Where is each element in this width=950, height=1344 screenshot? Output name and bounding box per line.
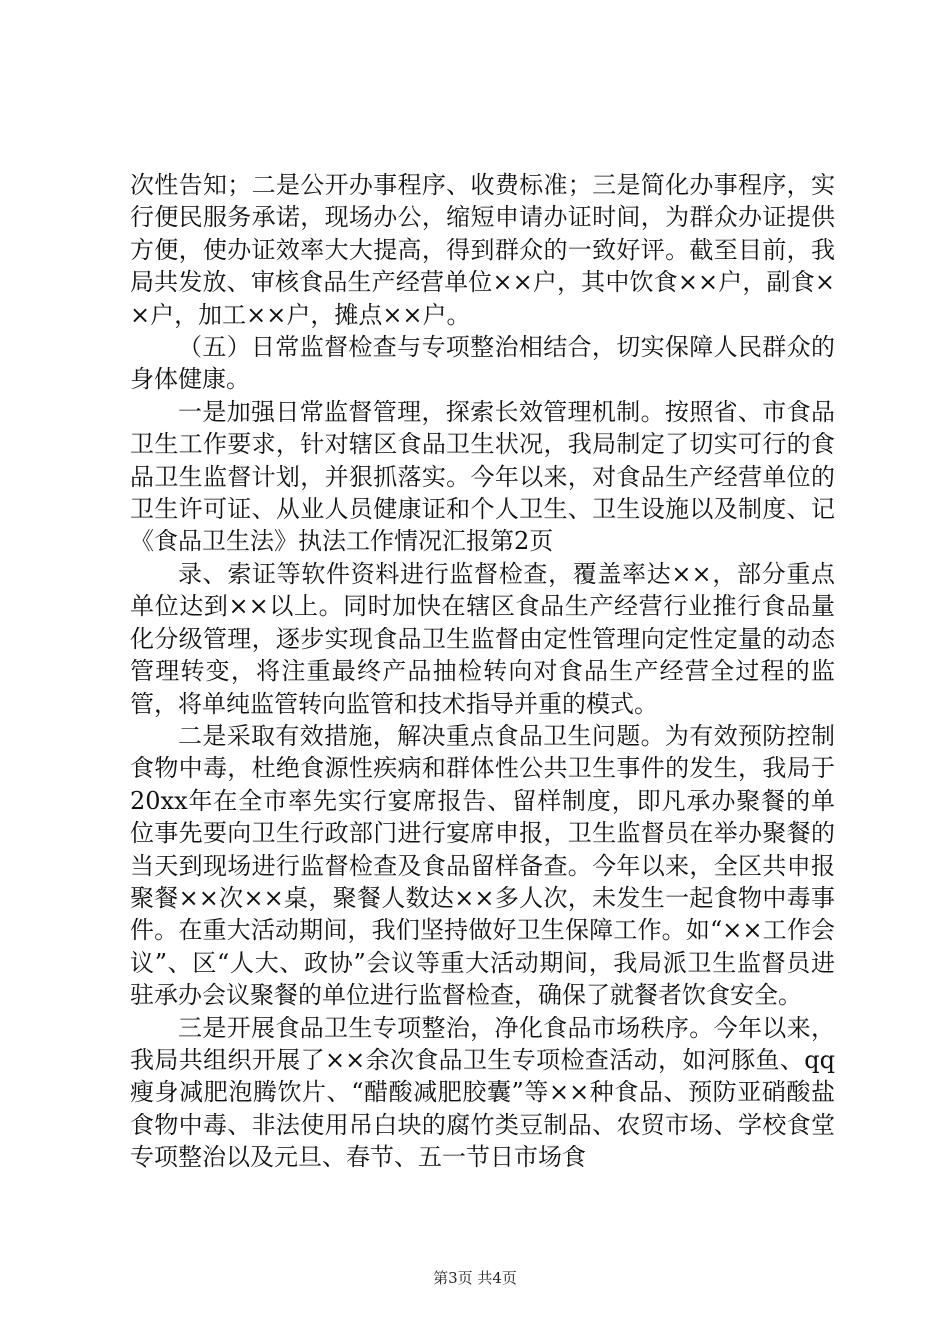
- document-body: [130, 169, 835, 1174]
- paragraph-quantified-grading: 录、索证等软件资料进行监督检查，覆盖率达××，部分重点单位达到××以上。同时加快在辖区食品生产经营行业推行食品量化分级管理，逐步实现食品卫生监督由定性管理向定性定量的动态管理转变，将注重最终产品抽检转向对食品生产经营全过程的监管，将单纯监管转向监管和技术指导并重的模式。: [130, 559, 835, 718]
- paragraph-key-food-problems: 二是采取有效措施，解决重点食品卫生问题。为有效预防控制食物中毒，杜绝食源性疾病和群体性公共卫生事件的发生，我局于20xx年在全市率先实行宴席报告、留样制度，即凡承办聚餐的单位事先要向卫生行政部门进行宴席申报，卫生监督员在举办聚餐的当天到现场进行监督检查及食品留样备查。今年以来，全区共申报聚餐××次××桌，聚餐人数达××多人次，未发生一起食物中毒事件。在重大活动期间，我们坚持做好卫生保障工作。如“××工作会议”、区“人大、政协”会议等重大活动期间，我局派卫生监督员进驻承办会议聚餐的单位进行监督检查，确保了就餐者饮食安全。: [130, 721, 835, 1010]
- paragraph-section-five-heading: （五）日常监督检查与专项整治相结合，切实保障人民群众的身体健康。: [130, 333, 835, 394]
- paragraph-special-rectification: 三是开展食品卫生专项整治，净化食品市场秩序。今年以来，我局共组织开展了××余次食品卫生专项检查活动，如河豚鱼、qq瘦身减肥泡腾饮片、“醋酸减肥胶囊”等××种食品、预防亚硝酸盐食物中毒、非法使用吊白块的腐竹类豆制品、农贸市场、学校食堂专项整治以及元旦、春节、五一节日市场食: [130, 1013, 835, 1172]
- paragraph-license-issuance: 次性告知；二是公开办事程序、收费标准；三是简化办事程序，实行便民服务承诺，现场办公，缩短申请办证时间，为群众办证提供方便，使办证效率大大提高，得到群众的一致好评。截至目前，我局共发放、审核食品生产经营单位××户，其中饮食××户，副食××户，加工××户，摊点××户。: [130, 171, 835, 329]
- page-number-footer: 第3页 共4页: [433, 1269, 517, 1287]
- paragraph-daily-supervision: 一是加强日常监督管理，探索长效管理机制。按照省、市食品卫生工作要求，针对辖区食品卫生状况，我局制定了切实可行的食品卫生监督计划，并狠抓落实。今年以来，对食品生产经营单位的卫生许可证、从业人员健康证和个人卫生、卫生设施以及制度、记《食品卫生法》执法工作情况汇报第2页: [130, 397, 835, 556]
